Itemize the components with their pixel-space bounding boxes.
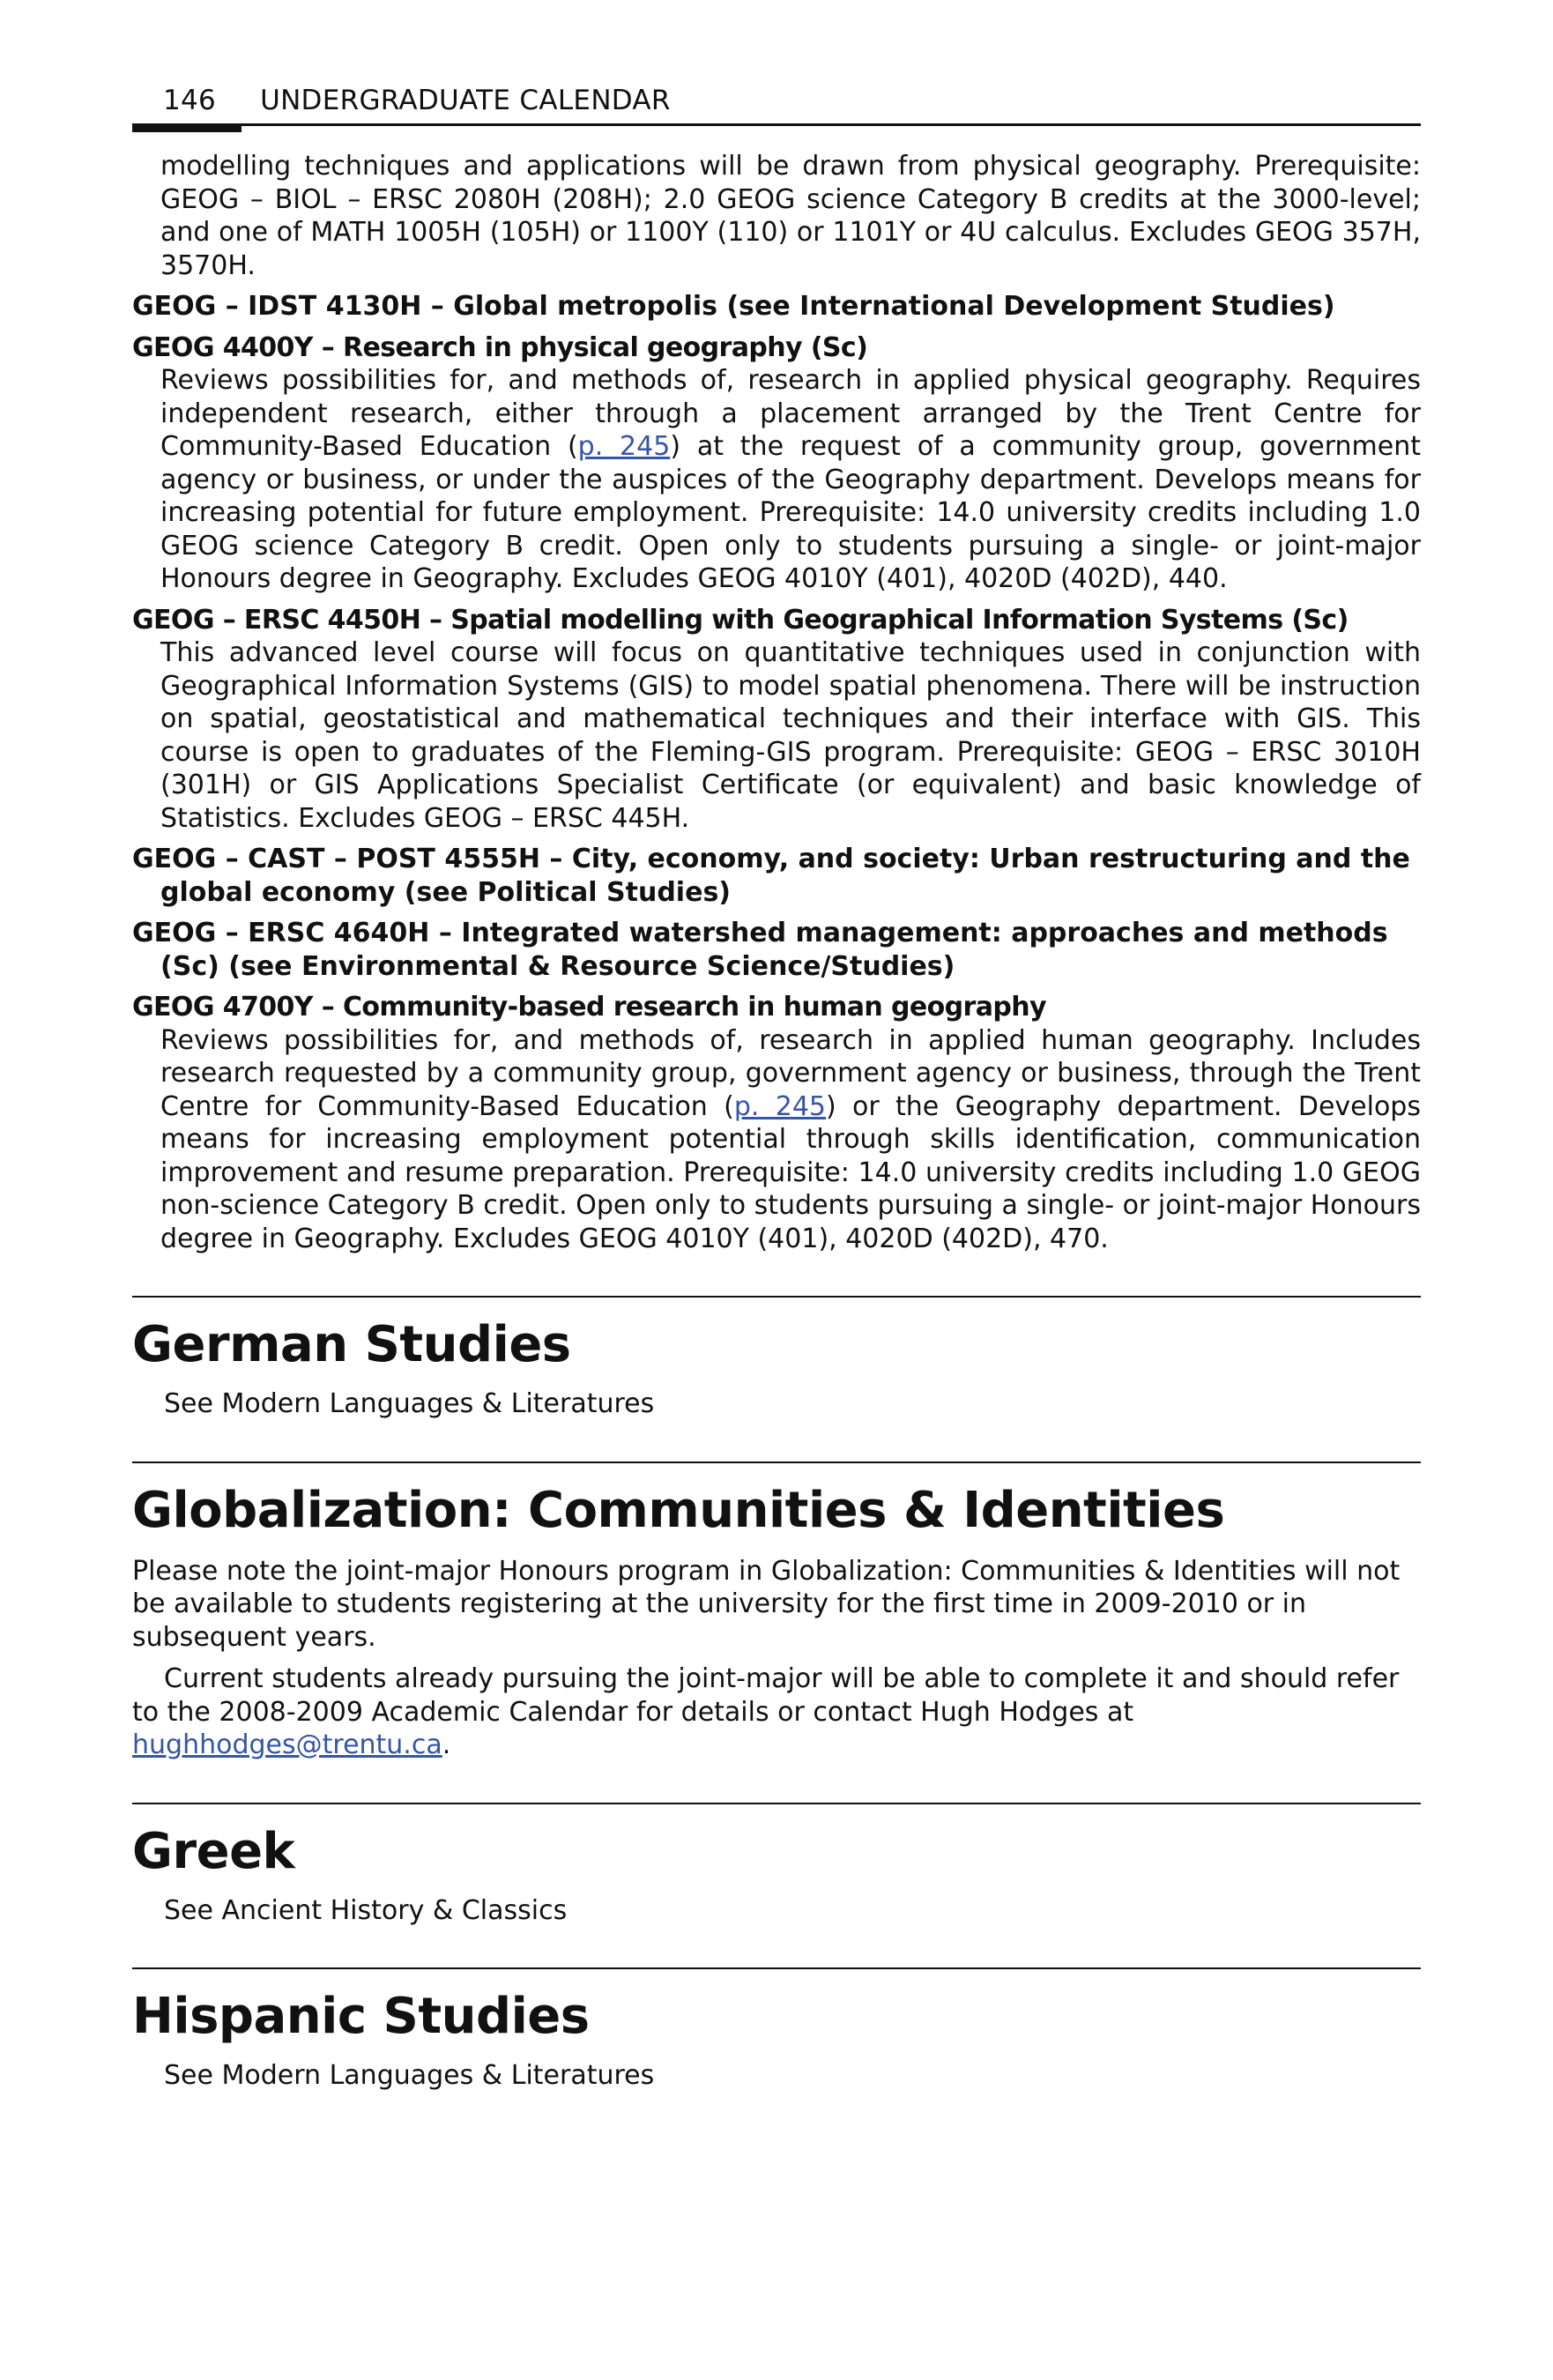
course-entry: [132, 991, 1421, 1255]
description-text: Reviews possibilities for, and methods of, research in applied human geography. Includes research requested by a community group, government agency or business, through the Trent Centre for Community-Based Education (: [160, 1024, 1421, 1122]
running-title: UNDERGRADUATE CALENDAR: [260, 85, 671, 116]
program-note: Please note the joint-major Honours program in Globalization: Communities & Identities will not be available to students registering at the university for the first time in 2009-2010 or in subsequent years.: [132, 1555, 1401, 1653]
course-entry: [132, 331, 1421, 596]
section-heading: Greek: [132, 1822, 295, 1880]
section-heading: Hispanic Studies: [132, 1988, 590, 2045]
course-entry: [132, 917, 1421, 983]
course-entry: [132, 604, 1421, 836]
course-title: GEOG – ERSC 4640H – Integrated watershed management: approaches and methods (Sc) (see Environmental & Resource Science/Studies): [132, 918, 1388, 982]
header-rule: [132, 123, 1421, 126]
section-heading: German Studies: [132, 1316, 571, 1373]
course-description: This advanced level course will focus on quantitative techniques used in conjunction with Geographical Information Systems (GIS) to model spatial phenomena. There will be instruction on spatial, geostatistical and mathematical techniques and their interface with GIS. This course is open to graduates of the Fleming-GIS program. Prerequisite: GEOG – ERSC 3010H (301H) or GIS Applications Specialist Certificate (or equivalent) and basic knowledge of Statistics. Excludes GEOG – ERSC 445H.: [160, 637, 1421, 834]
course-description: [132, 1024, 1421, 1256]
header-tab-mark: [132, 123, 241, 132]
running-header: [132, 81, 1421, 134]
course-entry: [132, 290, 1421, 324]
course-title: GEOG 4700Y – Community-based research in human geography: [132, 992, 1046, 1023]
course-title: GEOG – IDST 4130H – Global metropolis (see International Development Studies): [132, 291, 1335, 322]
note-text: .: [442, 1729, 451, 1760]
program-contact-note: [132, 1662, 1421, 1762]
section-german-studies: [132, 1296, 1421, 1421]
description-text: ) at the request of a community group, government agency or business, or under the auspices of the Geography department. Develops means for increasing potential for future employment. Prerequisite: 14.0 university credits including 1.0 GEOG science Category B credit. Open only to students pursuing a single- or joint-major Honours degree in Geography. Excludes GEOG 4010Y (401), 4020D (402D), 440.: [160, 431, 1421, 594]
see-reference: See Modern Languages & Literatures: [164, 2060, 655, 2091]
note-text: Current students already pursuing the joint-major will be able to complete it and should refer to the 2008-2009 Academic Calendar for details or contact Hugh Hodges at: [132, 1663, 1400, 1728]
see-reference: See Ancient History & Classics: [164, 1894, 568, 1926]
email-link[interactable]: hughhodges@trentu.ca: [132, 1729, 442, 1760]
description-text: ) or the Geography department. Develops means for increasing employment potential through skills identification, communication improvement and resume preparation. Prerequisite: 14.0 university credits including 1.0 GEOG non-science Category B credit. Open only to students pursuing a single- or joint-major Honours degree in Geography. Excludes GEOG 4010Y (401), 4020D (402D), 470.: [160, 1090, 1421, 1254]
see-reference: See Modern Languages & Literatures: [164, 1388, 655, 1419]
page-reference-link[interactable]: p. 245: [733, 1090, 826, 1122]
page-content: [132, 150, 1421, 2093]
page-number: 146: [163, 85, 217, 116]
section-hispanic-studies: [132, 1967, 1421, 2093]
section-greek: [132, 1803, 1421, 1928]
course-entry: [132, 843, 1421, 909]
continued-description: modelling techniques and applications will be drawn from physical geography. Prerequisite: GEOG – BIOL – ERSC 2080H (208H); 2.0 GEOG science Category B credits at the 3000-level; and one of MATH 1005H (105H) or 1100Y (110) or 1101Y or 4U calculus. Excludes GEOG 357H, 3570H.: [160, 151, 1421, 281]
section-globalization: [132, 1461, 1421, 1762]
course-description: [132, 364, 1421, 596]
page-reference-link[interactable]: p. 245: [577, 431, 671, 462]
header-text: [163, 85, 671, 116]
section-heading: Globalization: Communities & Identities: [132, 1481, 1225, 1539]
course-title: GEOG – ERSC 4450H – Spatial modelling with Geographical Information Systems (Sc): [132, 604, 1349, 636]
description-text: Reviews possibilities for, and methods of, research in applied physical geography. Requires independent research, either through a placement arranged by the Trent Centre for Community-Based Education (: [160, 365, 1421, 462]
course-title: GEOG 4400Y – Research in physical geography (Sc): [132, 331, 868, 363]
course-title: GEOG – CAST – POST 4555H – City, economy, and society: Urban restructuring and the global economy (see Political Studies): [132, 844, 1410, 908]
